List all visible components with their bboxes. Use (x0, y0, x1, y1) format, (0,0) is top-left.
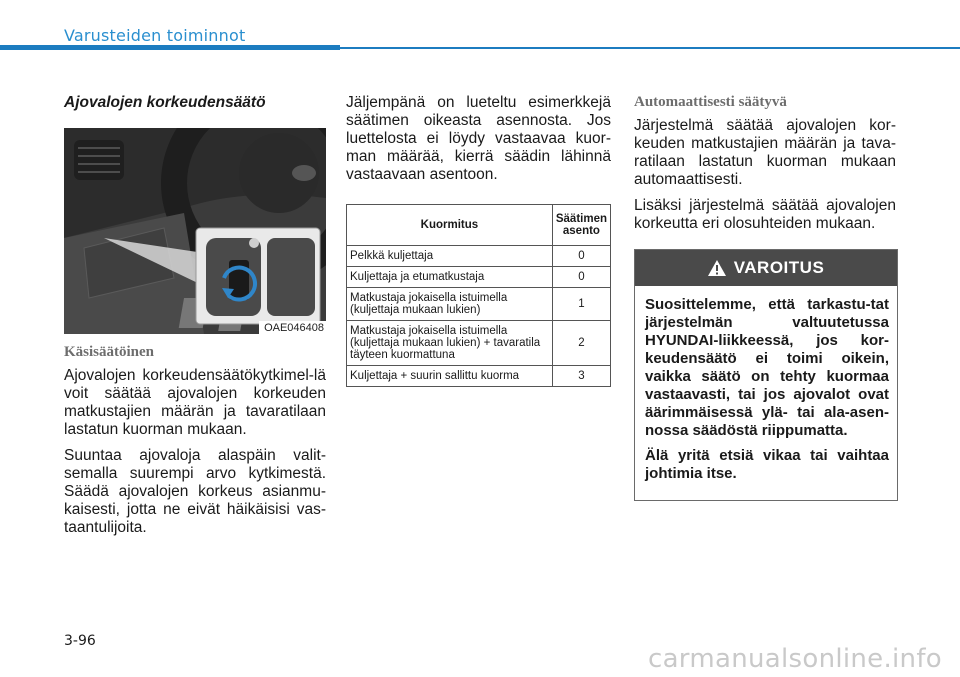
left-column (64, 94, 326, 545)
paragraph: Jäljempänä on lueteltu esimerkkejä säätimen oikeasta asennosta. Jos luettelosta ei löydy vastaavaa kuor-man määrää, kierrä säädin lähinnä vastaavaan asentoon. (346, 94, 611, 183)
watermark: carmanualsonline.info (647, 644, 942, 674)
header-rule-thin (340, 47, 960, 49)
paragraph: Lisäksi järjestelmä säätää ajovalojen korkeutta eri olosuhteiden mukaan. (634, 197, 896, 232)
table-cell-position: 3 (552, 366, 610, 387)
table-cell-position: 0 (552, 246, 610, 267)
table-cell-load: Pelkkä kuljettaja (347, 246, 553, 267)
paragraph: Järjestelmä säätää ajovalojen kor-keuden matkustajien määrän ja tava-ratilaan lastatun kuorman mukaan automaattisesti. (634, 117, 896, 188)
right-column (634, 94, 896, 501)
table-cell-load: Kuljettaja + suurin sallittu kuorma (347, 366, 553, 387)
table-cell-load: Matkustaja jokaisella istuimella (kuljettaja mukaan lukien) (347, 288, 553, 321)
warning-box (634, 249, 898, 501)
table-row (347, 267, 611, 288)
table-header-position: Säätimen asento (552, 205, 610, 246)
warning-paragraph: Suosittelemme, että tarkastu-tat järjestelmän valtuutetussa HYUNDAI-liikkeessä, jos kor-keudensäätö ei toimi oikein, vaikka säätö on tehty kuormaa vastaavasti, tai jos ajovalot ovat äärimmäisessä ylä- tai ala-asen-nossa säädöstä riippumatta. (645, 296, 889, 439)
load-position-table (346, 204, 611, 387)
warning-title: VAROITUS (733, 258, 825, 277)
warning-triangle-icon (708, 260, 726, 276)
dashboard-figure (64, 128, 326, 334)
table-header-load: Kuormitus (347, 205, 553, 246)
middle-column (346, 94, 611, 387)
section-title: Varusteiden toiminnot (64, 26, 246, 45)
warning-body (635, 286, 897, 500)
subheading-automatic: Automaattisesti säätyvä (634, 94, 787, 110)
table-row (347, 366, 611, 387)
paragraph: Suuntaa ajovaloja alaspäin valit-semalla suurempi arvo kytkimestä. Säädä ajovalojen korkeus asianmu-kaisesti, jotta ne eivät häikäisisi vas-taantulijoita. (64, 447, 326, 536)
table-row (347, 246, 611, 267)
warning-paragraph: Älä yritä etsiä vikaa tai vaihtaa johtimia itse. (645, 447, 889, 482)
table-row (347, 321, 611, 366)
header-rule-thick (0, 45, 340, 50)
page-number: 3-96 (64, 633, 96, 649)
table-row (347, 288, 611, 321)
figure-code: OAE046408 (259, 321, 326, 334)
warning-header (635, 250, 897, 286)
table-cell-load: Matkustaja jokaisella istuimella (kuljettaja mukaan lukien) + tavaratila täyteen kuormattuna (347, 321, 553, 366)
dashboard-illustration (64, 128, 326, 334)
subheading-manual: Käsisäätöinen (64, 344, 155, 360)
table-cell-position: 0 (552, 267, 610, 288)
paragraph: Ajovalojen korkeudensäätökytkimel-lä voit säätää ajovalojen korkeuden matkustajien määrän ja tavaratilaan lastatun kuorman mukaan. (64, 367, 326, 438)
table-cell-position: 2 (552, 321, 610, 366)
table-cell-position: 1 (552, 288, 610, 321)
heading-headlight-leveling: Ajovalojen korkeudensäätö (64, 94, 266, 111)
table-cell-load: Kuljettaja ja etumatkustaja (347, 267, 553, 288)
